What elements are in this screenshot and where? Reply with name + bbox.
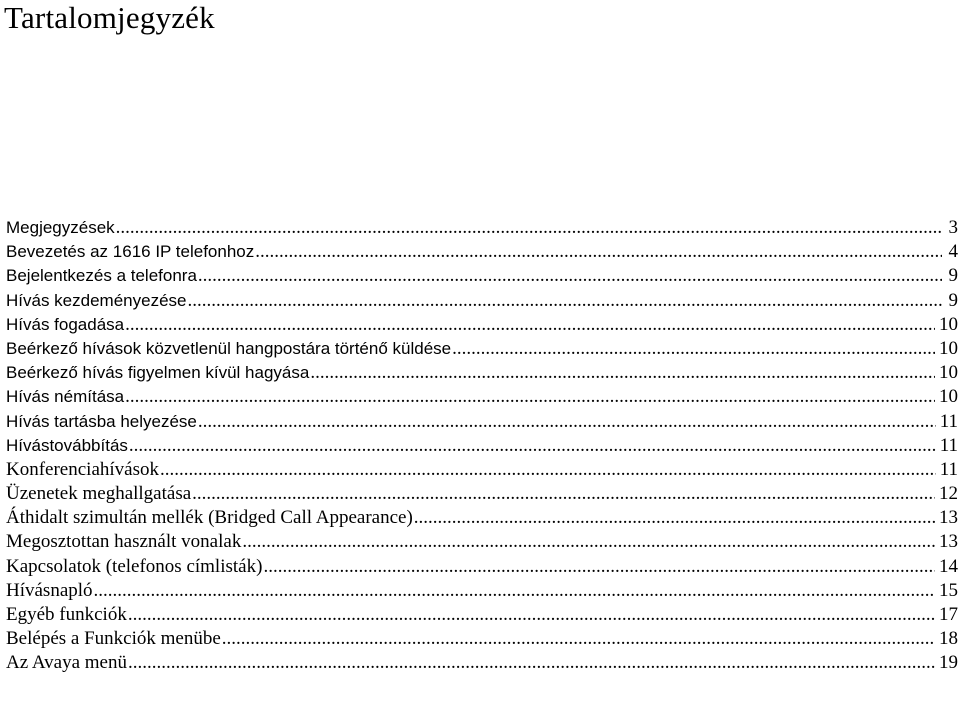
toc-entry-label[interactable]: Hívás fogadása bbox=[6, 314, 125, 334]
toc-entry-label[interactable]: Belépés a Funkciók menübe bbox=[6, 628, 221, 650]
toc-entry-page-number[interactable]: 10 bbox=[939, 337, 958, 359]
toc-dot-leader bbox=[414, 506, 935, 530]
toc-entry[interactable] bbox=[6, 410, 958, 434]
toc-entry-page-number[interactable]: 10 bbox=[939, 386, 958, 408]
toc-entry-label[interactable]: Hívásnapló bbox=[6, 579, 93, 601]
toc-entry-label[interactable]: Hívás némítása bbox=[6, 387, 125, 407]
toc-entry[interactable] bbox=[6, 216, 958, 240]
toc-entry-label[interactable]: Hívástovábbítás bbox=[6, 435, 128, 455]
toc-entry-label[interactable]: Beérkező hívás figyelmen kívül hagyása bbox=[6, 363, 310, 383]
toc-entry-page-number[interactable]: 18 bbox=[939, 628, 958, 650]
toc-entry-page-number[interactable]: 19 bbox=[939, 652, 958, 674]
toc-entry-label[interactable]: Az Avaya menü bbox=[6, 652, 127, 674]
toc-entry-page-number[interactable]: 12 bbox=[939, 483, 958, 505]
toc-entry-label[interactable]: Egyéb funkciók bbox=[6, 604, 127, 625]
toc-dot-leader bbox=[125, 385, 935, 409]
toc-entry-label[interactable]: Beérkező hívások közvetlenül hangpostára történő küldése bbox=[6, 338, 452, 358]
toc-entry[interactable] bbox=[6, 579, 958, 603]
toc-entry[interactable] bbox=[6, 385, 958, 409]
toc-dot-leader bbox=[242, 530, 935, 554]
toc-entry[interactable] bbox=[6, 337, 958, 361]
toc-entry[interactable] bbox=[6, 361, 958, 385]
toc-entry-label[interactable]: Konferenciahívások bbox=[6, 458, 159, 480]
toc-dot-leader bbox=[198, 410, 936, 434]
toc-dot-leader bbox=[310, 361, 935, 385]
toc-entry[interactable] bbox=[6, 603, 958, 627]
toc-entry[interactable] bbox=[6, 313, 958, 337]
toc-dot-leader bbox=[94, 579, 935, 603]
page-title: Tartalomjegyzék bbox=[4, 0, 215, 35]
toc-dot-leader bbox=[128, 603, 935, 627]
toc-entry-label[interactable]: Hívás kezdeményezése bbox=[6, 290, 187, 310]
toc-entry-page-number[interactable]: 10 bbox=[939, 362, 958, 384]
toc-entry[interactable] bbox=[6, 530, 958, 554]
toc-entry[interactable] bbox=[6, 555, 958, 579]
toc-entry-page-number[interactable]: 4 bbox=[948, 241, 958, 263]
toc-dot-leader bbox=[222, 627, 935, 651]
toc-entry-page-number[interactable]: 11 bbox=[939, 458, 958, 480]
toc-entry-page-number[interactable]: 13 bbox=[939, 531, 958, 553]
toc-dot-leader bbox=[452, 337, 935, 361]
toc-dot-leader bbox=[116, 216, 942, 240]
toc-dot-leader bbox=[187, 289, 942, 313]
toc-entry-page-number[interactable]: 10 bbox=[939, 313, 958, 335]
toc-entry-label[interactable]: Megosztottan használt vonalak bbox=[6, 531, 242, 553]
toc-entry-page-number[interactable]: 11 bbox=[939, 434, 958, 456]
toc-entry[interactable] bbox=[6, 651, 958, 675]
toc-dot-leader bbox=[125, 313, 935, 337]
toc-entry-label[interactable]: Bejelentkezés a telefonra bbox=[6, 266, 197, 286]
toc-entry[interactable] bbox=[6, 264, 958, 288]
toc-entry-label[interactable]: Bevezetés az 1616 IP telefonhoz bbox=[6, 242, 255, 262]
toc-dot-leader bbox=[198, 264, 942, 288]
toc-entry-label[interactable]: Üzenetek meghallgatása bbox=[6, 483, 192, 505]
toc-entry-page-number[interactable]: 11 bbox=[939, 410, 958, 432]
toc-entry-page-number[interactable]: 17 bbox=[939, 604, 958, 625]
toc-entry-label[interactable]: Megjegyzések bbox=[6, 218, 115, 237]
toc-entry-page-number[interactable]: 14 bbox=[939, 555, 958, 577]
toc-dot-leader bbox=[192, 482, 935, 506]
toc-entry-page-number[interactable]: 9 bbox=[948, 289, 958, 311]
toc-entry-page-number[interactable]: 13 bbox=[939, 507, 958, 529]
toc-entry[interactable] bbox=[6, 434, 958, 458]
toc-entry-page-number[interactable]: 3 bbox=[948, 217, 958, 238]
toc-entry[interactable] bbox=[6, 482, 958, 506]
toc-entry[interactable] bbox=[6, 289, 958, 313]
toc-entry[interactable] bbox=[6, 627, 958, 651]
toc-entry-page-number[interactable]: 15 bbox=[939, 579, 958, 601]
toc-dot-leader bbox=[160, 458, 936, 482]
toc-entry-label[interactable]: Áthidalt szimultán mellék (Bridged Call Appearance) bbox=[6, 507, 413, 529]
toc-entry[interactable] bbox=[6, 506, 958, 530]
toc-dot-leader bbox=[263, 555, 935, 579]
toc-entry-label[interactable]: Hívás tartásba helyezése bbox=[6, 411, 197, 431]
toc-dot-leader bbox=[128, 651, 935, 675]
toc-entry-label[interactable]: Kapcsolatok (telefonos címlisták) bbox=[6, 555, 263, 577]
toc-dot-leader bbox=[255, 240, 942, 264]
toc-dot-leader bbox=[129, 434, 936, 458]
table-of-contents bbox=[6, 216, 958, 676]
toc-entry-page-number[interactable]: 9 bbox=[948, 265, 958, 287]
toc-entry[interactable] bbox=[6, 240, 958, 264]
toc-entry[interactable] bbox=[6, 458, 958, 482]
